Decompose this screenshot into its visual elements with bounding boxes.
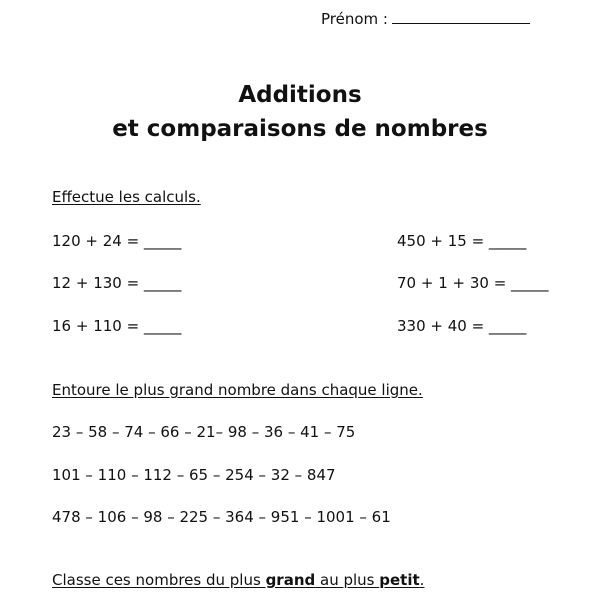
instruction-classe-part-2: au plus (315, 571, 380, 589)
prenom-blank-line[interactable] (392, 9, 530, 24)
instruction-classe-bold-grand: grand (265, 571, 316, 589)
calc-right-3: 330 + 40 = _____ (397, 317, 527, 335)
title-line-2: et comparaisons de nombres (112, 116, 488, 142)
instruction-classe (52, 571, 424, 589)
number-row-2: 101 – 110 – 112 – 65 – 254 – 32 – 847 (52, 466, 336, 484)
calc-left-1: 120 + 24 = _____ (52, 232, 182, 250)
number-row-3: 478 – 106 – 98 – 225 – 364 – 951 – 1001 – 61 (52, 508, 391, 526)
instruction-classe-bold-petit: petit (379, 571, 420, 589)
instruction-calculs: Effectue les calculs. (52, 188, 201, 206)
instruction-classe-part-3: . (419, 571, 425, 589)
number-row-1: 23 – 58 – 74 – 66 – 21– 98 – 36 – 41 – 75 (52, 423, 356, 441)
calc-left-2: 12 + 130 = _____ (52, 274, 182, 292)
instruction-classe-part-1: Classe ces nombres du plus (52, 571, 266, 589)
prenom-label: Prénom : (321, 10, 388, 28)
calc-left-3: 16 + 110 = _____ (52, 317, 182, 335)
instruction-entoure: Entoure le plus grand nombre dans chaque ligne. (52, 381, 423, 399)
calc-right-2: 70 + 1 + 30 = _____ (397, 274, 549, 292)
title-line-1: Additions (238, 82, 362, 108)
prenom-field (321, 9, 530, 28)
calc-right-1: 450 + 15 = _____ (397, 232, 527, 250)
page-title (0, 78, 600, 146)
